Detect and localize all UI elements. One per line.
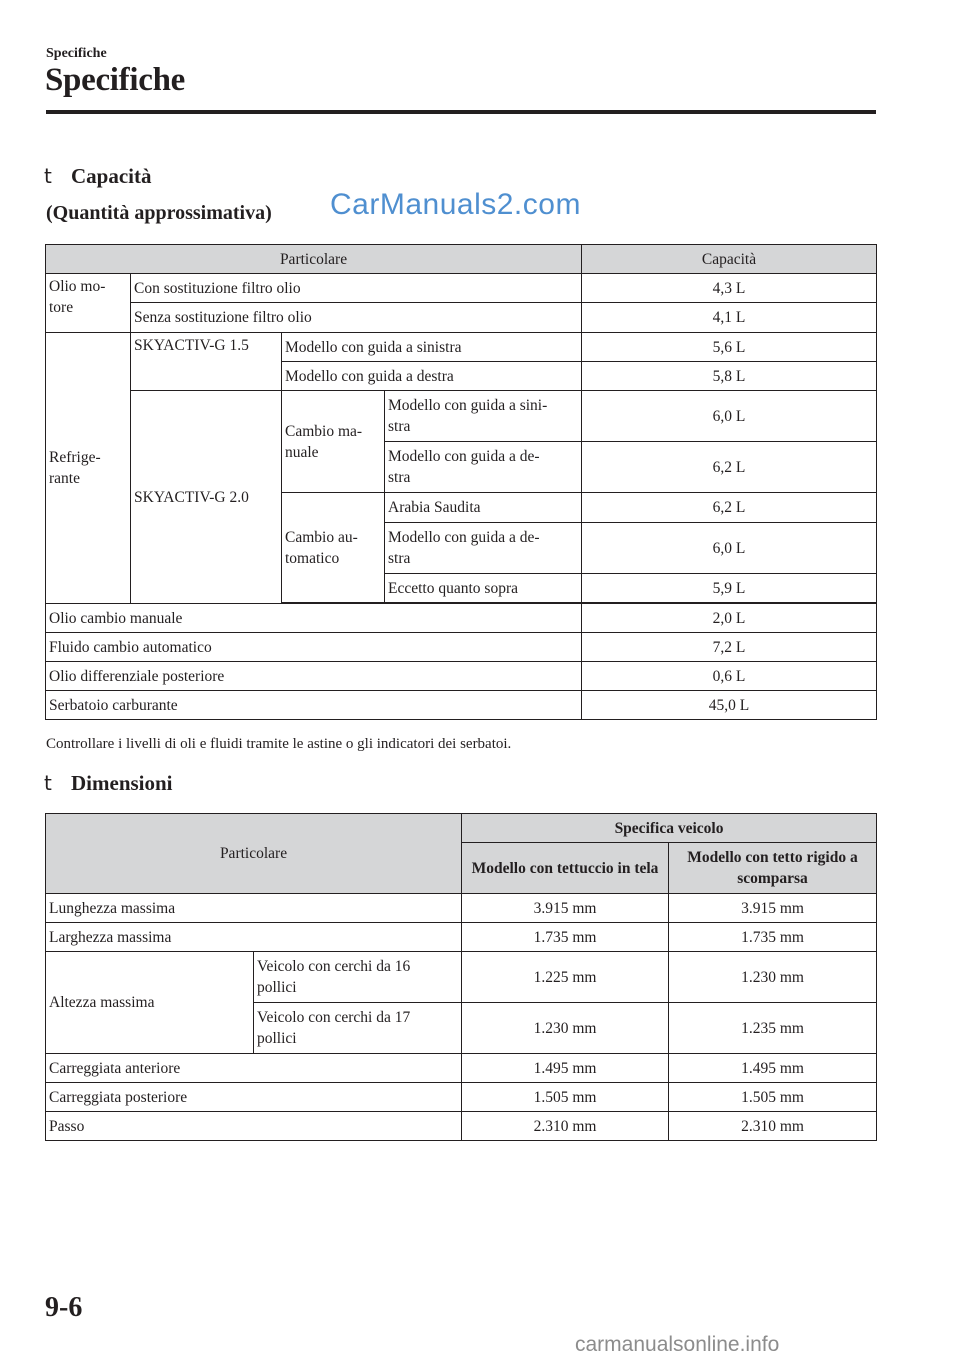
row-label: Modello con guida a destra <box>282 362 582 391</box>
row-label: Con sostituzione filtro olio <box>131 274 582 303</box>
row-label: Carreggiata anteriore <box>46 1054 462 1083</box>
row-label: Olio cambio manuale <box>46 604 582 633</box>
title-rule <box>46 110 876 114</box>
col-header-hard-top: Modello con tetto rigido a scomparsa <box>669 843 877 894</box>
row-label: Lunghezza massima <box>46 894 462 923</box>
row-label: Modello con guida a sinistra <box>282 333 582 362</box>
row-value: 4,3 L <box>582 274 877 303</box>
table-row <box>46 923 877 952</box>
row-label: Carreggiata posteriore <box>46 1083 462 1112</box>
row-label: Serbatoio carburante <box>46 691 582 720</box>
row-label: Eccetto quanto sopra <box>385 574 582 603</box>
table-row <box>46 662 877 691</box>
col-header-spec: Specifica veicolo <box>462 814 877 843</box>
row-value-hard: 2.310 mm <box>669 1112 877 1141</box>
row-value: 4,1 L <box>582 303 877 333</box>
row-value-soft: 1.505 mm <box>462 1083 669 1112</box>
row-value-soft: 1.230 mm <box>462 1003 669 1054</box>
row-value-hard: 1.505 mm <box>669 1083 877 1112</box>
row-label-height: Altezza massima <box>46 952 254 1054</box>
row-value: 7,2 L <box>582 633 877 662</box>
row-label-automatic: Cambio au- tomatico <box>282 493 385 603</box>
row-value-soft: 1.735 mm <box>462 923 669 952</box>
row-label: Modello con guida a sini- stra <box>385 391 582 442</box>
row-label: Veicolo con cerchi da 16 pollici <box>254 952 462 1003</box>
section-bullet-icon: t <box>44 164 52 188</box>
table-row <box>46 633 877 662</box>
dimensions-heading-text: Dimensioni <box>71 771 173 795</box>
row-value-soft: 2.310 mm <box>462 1112 669 1141</box>
dimensions-heading <box>44 771 173 796</box>
table-row <box>46 1054 877 1083</box>
row-label-manual: Cambio ma- nuale <box>282 391 385 493</box>
row-label-engine-oil: Olio mo- tore <box>46 274 131 333</box>
row-value: 6,2 L <box>582 442 877 493</box>
row-value: 5,9 L <box>582 574 877 603</box>
table-row <box>46 333 877 362</box>
col-header-capacity: Capacità <box>582 245 877 274</box>
row-value-hard: 1.230 mm <box>669 952 877 1003</box>
watermark-logo: CarManuals2.com <box>330 188 581 221</box>
page-title: Specifiche <box>45 62 185 98</box>
row-value-hard: 3.915 mm <box>669 894 877 923</box>
running-head: Specifiche <box>46 46 107 61</box>
capacity-heading-text: Capacità <box>71 164 152 188</box>
row-label: Senza sostituzione filtro olio <box>131 303 582 333</box>
table-header-row <box>46 814 877 843</box>
capacity-note: Controllare i livelli di oli e fluidi tramite le astine o gli indicatori dei serbatoi. <box>46 736 512 752</box>
row-value-hard: 1.495 mm <box>669 1054 877 1083</box>
row-value: 6,0 L <box>582 391 877 442</box>
table-row <box>46 952 877 1003</box>
row-value: 5,6 L <box>582 333 877 362</box>
row-value: 6,0 L <box>582 523 877 574</box>
row-value: 5,8 L <box>582 362 877 391</box>
table-header-row <box>46 245 877 274</box>
row-value-hard: 1.235 mm <box>669 1003 877 1054</box>
table-row <box>46 894 877 923</box>
col-header-item: Particolare <box>46 814 462 894</box>
row-label: Modello con guida a de- stra <box>385 523 582 574</box>
row-value: 2,0 L <box>582 604 877 633</box>
table-row <box>46 391 877 442</box>
footer-site-logo: carmanualsonline.info <box>575 1333 780 1356</box>
row-label: Modello con guida a de- stra <box>385 442 582 493</box>
capacity-heading <box>44 164 152 189</box>
row-label: Arabia Saudita <box>385 493 582 523</box>
table-row <box>46 1112 877 1141</box>
row-label: Larghezza massima <box>46 923 462 952</box>
row-label: Passo <box>46 1112 462 1141</box>
table-row <box>46 303 877 333</box>
row-label-engine-g15: SKYACTIV-G 1.5 <box>131 333 282 391</box>
row-label: Veicolo con cerchi da 17 pollici <box>254 1003 462 1054</box>
page-number: 9-6 <box>45 1292 83 1323</box>
dimensions-table <box>45 813 877 1141</box>
row-value-soft: 1.495 mm <box>462 1054 669 1083</box>
row-label: Fluido cambio automatico <box>46 633 582 662</box>
col-header-soft-top: Modello con tettuccio in tela <box>462 843 669 894</box>
row-label: Olio differenziale posteriore <box>46 662 582 691</box>
row-value-hard: 1.735 mm <box>669 923 877 952</box>
section-bullet-icon: t <box>44 771 52 795</box>
row-value: 45,0 L <box>582 691 877 720</box>
row-value-soft: 1.225 mm <box>462 952 669 1003</box>
capacity-subheading: (Quantità approssimativa) <box>46 202 272 224</box>
table-row <box>46 274 877 303</box>
row-value-soft: 3.915 mm <box>462 894 669 923</box>
capacity-table <box>45 244 877 720</box>
table-row <box>46 691 877 720</box>
table-row <box>46 1083 877 1112</box>
table-row <box>46 604 877 633</box>
col-header-item: Particolare <box>46 245 582 274</box>
row-value: 0,6 L <box>582 662 877 691</box>
row-label-coolant: Refrige- rante <box>46 333 131 604</box>
row-value: 6,2 L <box>582 493 877 523</box>
row-label-engine-g20: SKYACTIV-G 2.0 <box>131 391 282 604</box>
